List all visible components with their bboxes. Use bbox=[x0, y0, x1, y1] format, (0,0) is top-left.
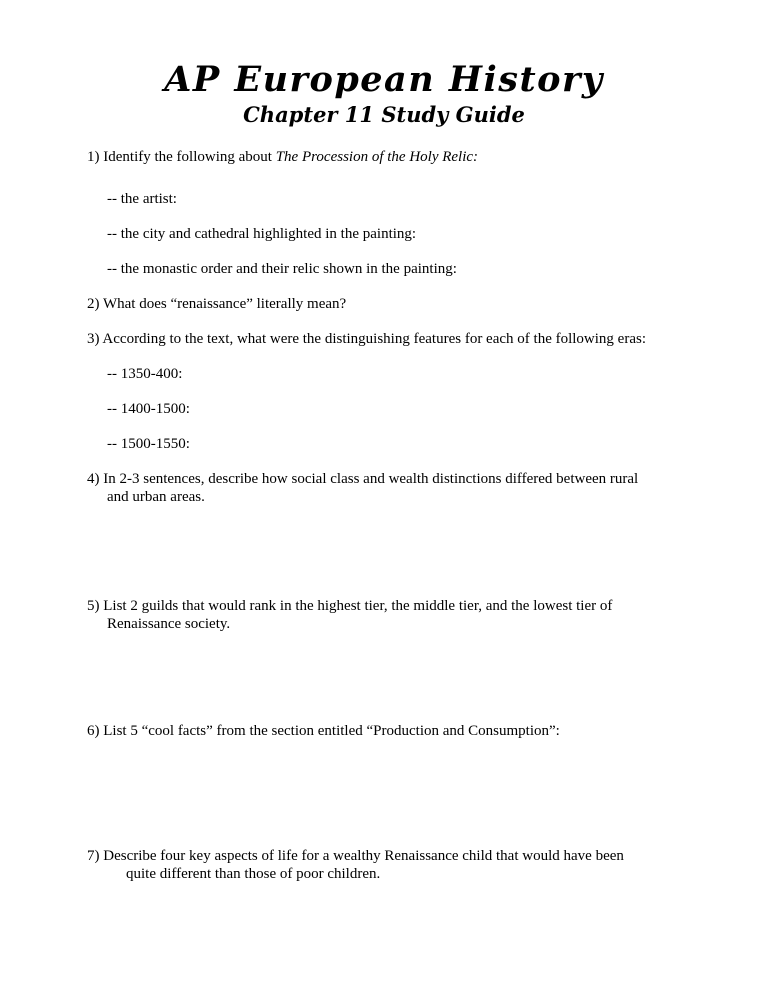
question-5-line-1: 5) List 2 guilds that would rank in the highest tier, the middle tier, and the lowest tier of bbox=[87, 598, 613, 614]
question-2: 2) What does “renaissance” literally mean? bbox=[87, 296, 347, 312]
question-3-item-era-1: -- 1350-400: bbox=[107, 366, 183, 382]
question-1-item-order: -- the monastic order and their relic shown in the painting: bbox=[107, 261, 457, 277]
question-4-line-2: and urban areas. bbox=[107, 489, 205, 505]
document-subtitle: Chapter 11 Study Guide bbox=[243, 102, 525, 127]
question-7-line-1: 7) Describe four key aspects of life for a wealthy Renaissance child that would have been bbox=[87, 848, 624, 864]
question-3-item-era-2: -- 1400-1500: bbox=[107, 401, 190, 417]
question-4-line-1: 4) In 2-3 sentences, describe how social class and wealth distinctions differed between rural bbox=[87, 471, 639, 487]
question-1-work-title: The Procession of the Holy Relic: bbox=[275, 149, 479, 165]
question-1 bbox=[87, 148, 478, 166]
question-5-line-2: Renaissance society. bbox=[107, 616, 231, 632]
question-7-line-2: quite different than those of poor children. bbox=[126, 866, 381, 882]
question-3: 3) According to the text, what were the distinguishing features for each of the following eras: bbox=[87, 331, 646, 347]
question-6: 6) List 5 “cool facts” from the section entitled “Production and Consumption”: bbox=[87, 723, 560, 739]
question-1-item-city: -- the city and cathedral highlighted in the painting: bbox=[107, 226, 417, 242]
question-1-item-artist: -- the artist: bbox=[107, 191, 177, 207]
question-1-prefix: 1) Identify the following about bbox=[87, 149, 276, 165]
question-3-item-era-3: -- 1500-1550: bbox=[107, 436, 190, 452]
document-title: AP European History bbox=[164, 59, 604, 100]
